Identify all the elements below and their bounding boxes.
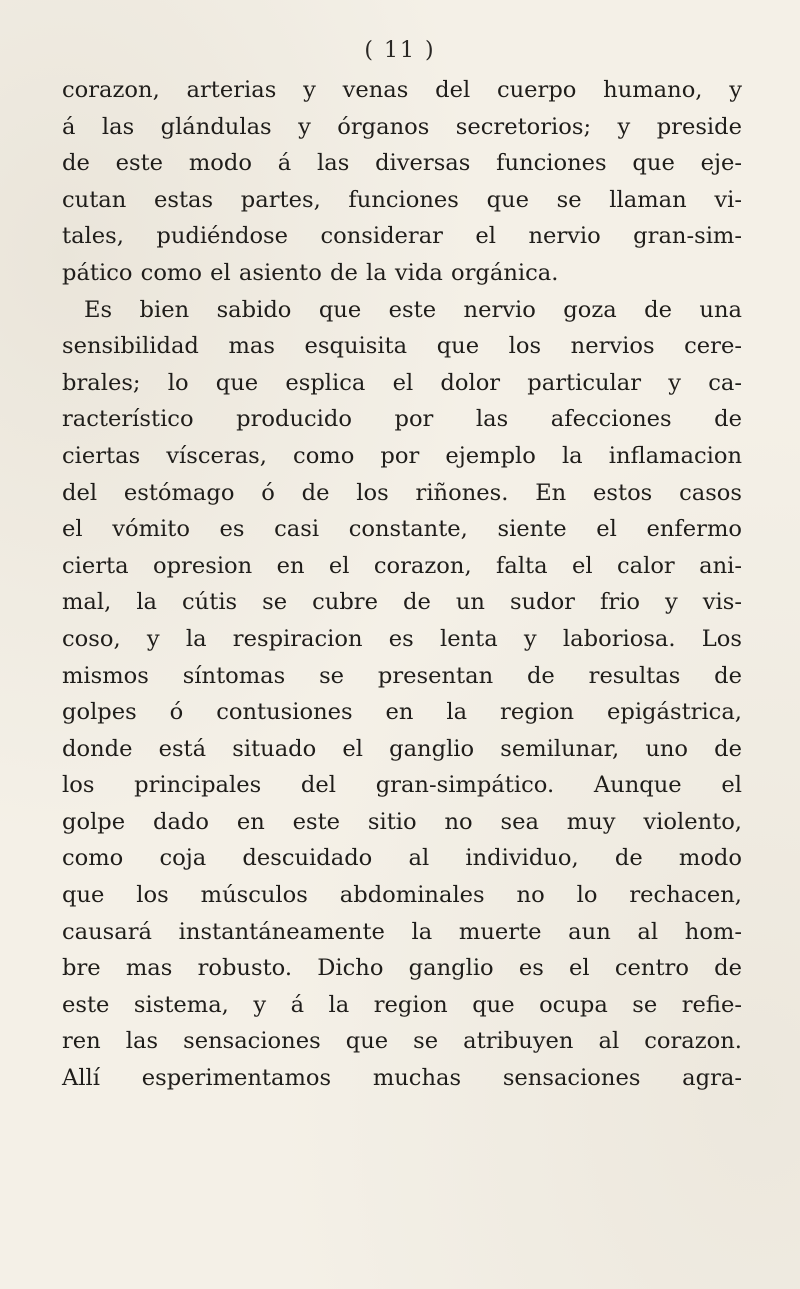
text-line: coso, y la respiracion es lenta y laboriosa. Los (62, 625, 742, 652)
text-line: sensibilidad mas esquisita que los nervios cere- (62, 333, 742, 360)
text-line: que los músculos abdominales no lo rechacen, (62, 882, 742, 909)
text-line: este sistema, y á la region que ocupa se refie- (62, 991, 742, 1018)
text-line: como coja descuidado al individuo, de modo (62, 845, 742, 872)
text-line: ren las sensaciones que se atribuyen al corazon. (62, 1028, 742, 1055)
text-line: á las glándulas y órganos secretorios; y preside (62, 113, 742, 140)
text-line: de este modo á las diversas funciones que eje- (62, 150, 742, 177)
text-line: donde está situado el ganglio semilunar, uno de (62, 735, 742, 762)
text-line: corazon, arterias y venas del cuerpo humano, y (62, 77, 742, 103)
text-line: ciertas vísceras, como por ejemplo la inflamacion (62, 442, 742, 469)
text-line: golpes ó contusiones en la region epigástrica, (62, 699, 742, 726)
text-line: golpe dado en este sitio no sea muy violento, (62, 808, 742, 835)
text-line: mal, la cútis se cubre de un sudor frio y vis- (62, 589, 742, 616)
text-line: bre mas robusto. Dicho ganglio es el centro de (62, 955, 742, 982)
text-line: cierta opresion en el corazon, falta el calor ani- (62, 552, 742, 579)
page-number: ( 11 ) (364, 38, 436, 63)
text-line: Es bien sabido que este nervio goza de una (84, 296, 742, 323)
text-line: brales; lo que esplica el dolor particular y ca- (62, 369, 742, 396)
text-line: Allí esperimentamos muchas sensaciones agra- (62, 1065, 742, 1092)
body-text (62, 72, 742, 1097)
text-line: tales, pudiéndose considerar el nervio gran-sim- (62, 223, 742, 250)
text-line: el vómito es casi constante, siente el enfermo (62, 516, 742, 543)
text-line: mismos síntomas se presentan de resultas de (62, 662, 742, 689)
text-line: del estómago ó de los riñones. En estos casos (62, 479, 742, 506)
text-line: causará instantáneamente la muerte aun al hom- (62, 918, 742, 945)
text-line: los principales del gran-simpático. Aunque el (62, 772, 742, 799)
text-line: cutan estas partes, funciones que se llaman vi- (62, 186, 742, 213)
text-line: pático como el asiento de la vida orgánica. (62, 259, 559, 286)
text-line: racterístico producido por las afecciones de (62, 406, 742, 433)
